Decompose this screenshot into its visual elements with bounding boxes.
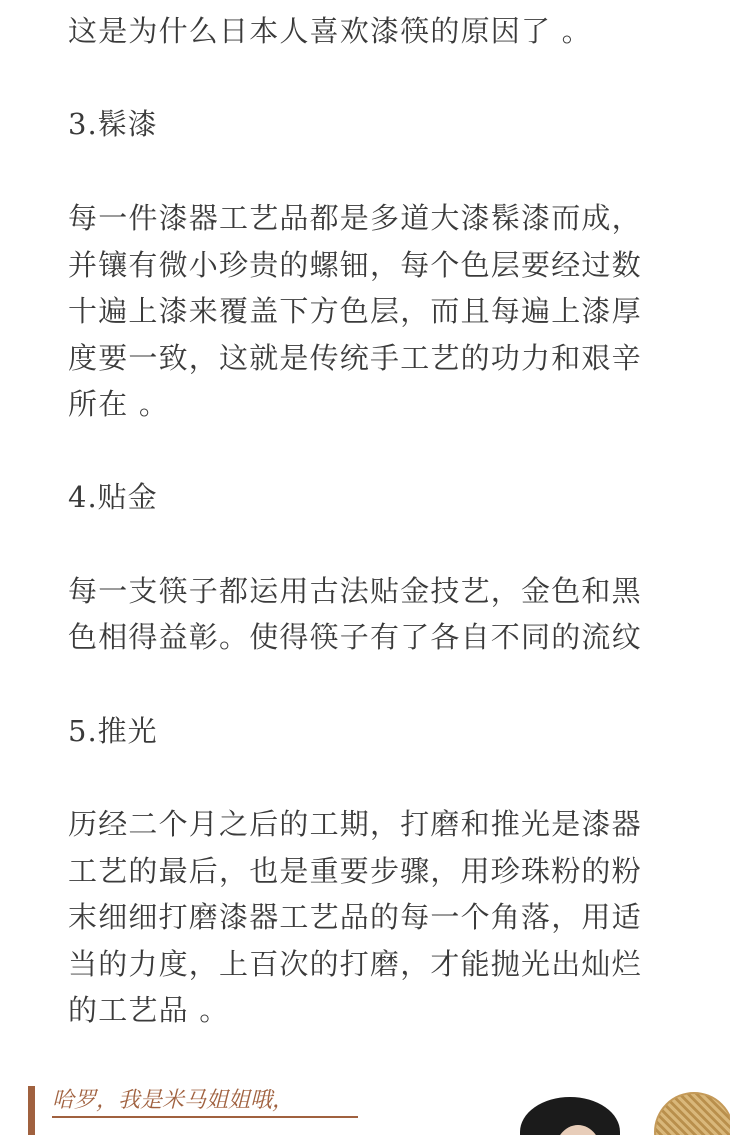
paragraph-line: 度要一致，这就是传统手工艺的功力和艰辛 xyxy=(68,341,642,375)
section-heading-5: 5.推光 xyxy=(68,714,158,748)
host-face xyxy=(554,1125,602,1135)
section-heading-4: 4.贴金 xyxy=(68,480,158,514)
paragraph-line: 所在 。 xyxy=(68,387,170,421)
host-photo xyxy=(520,1097,620,1135)
paragraph-line: 色相得益彰。使得筷子有了各自不同的流纹 xyxy=(68,620,642,654)
footer-note xyxy=(28,1086,368,1135)
paragraph-line: 历经二个月之后的工期，打磨和推光是漆器 xyxy=(68,807,642,841)
note-underline xyxy=(52,1116,358,1118)
paragraph-line: 工艺的最后，也是重要步骤，用珍珠粉的粉 xyxy=(68,854,642,888)
accent-bar xyxy=(28,1086,35,1135)
paragraph-line: 并镶有微小珍贵的螺钿，每个色层要经过数 xyxy=(68,248,642,282)
straw-hat-image xyxy=(654,1092,730,1135)
paragraph-line: 每一件漆器工艺品都是多道大漆髹漆而成， xyxy=(68,201,642,235)
section-heading-3: 3.髹漆 xyxy=(68,107,158,141)
paragraph-line: 的工艺品 。 xyxy=(68,993,230,1027)
paragraph-line: 每一支筷子都运用古法贴金技艺，金色和黑 xyxy=(68,574,642,608)
paragraph-line: 当的力度，上百次的打磨，才能抛光出灿烂 xyxy=(68,947,642,981)
intro-line: 这是为什么日本人喜欢漆筷的原因了 。 xyxy=(68,14,592,48)
paragraph-line: 末细细打磨漆器工艺品的每一个角落，用适 xyxy=(68,900,642,934)
footer-note-text: 哈罗，我是米马姐姐哦， xyxy=(52,1088,295,1113)
paragraph-line: 十遍上漆来覆盖下方色层，而且每遍上漆厚 xyxy=(68,294,642,328)
